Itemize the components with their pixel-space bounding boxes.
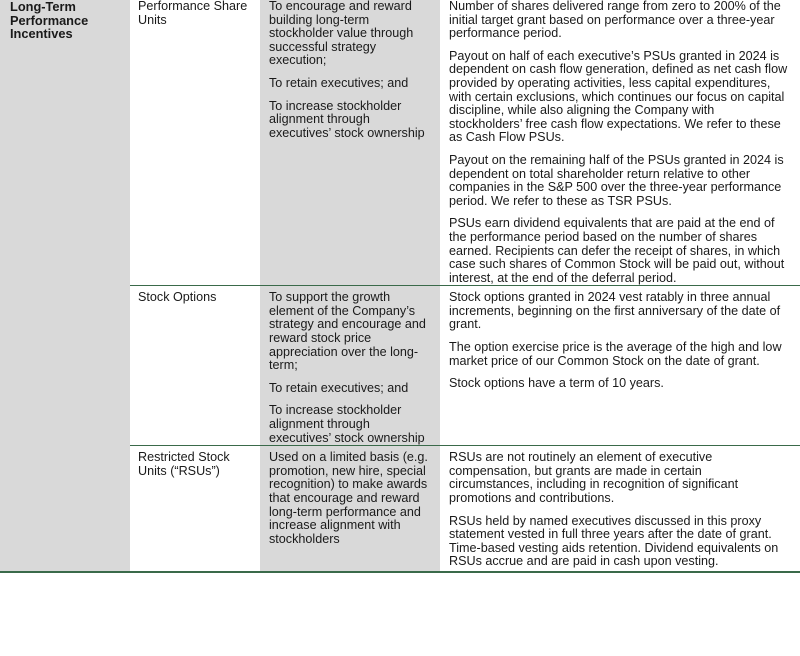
objective-text: To increase stockholder alignment through executives’ stock ownership <box>269 98 425 140</box>
element-label: Restricted Stock Units (“RSUs”) <box>138 450 230 478</box>
objectives-cell <box>260 446 440 572</box>
element-cell <box>130 446 260 572</box>
detail-text: PSUs earn dividend equivalents that are paid at the end of the performance period based on the number of shares earned. Recipients can defer the receipt of shares, in which case such shares of Common Stock will be paid out, without interest, at the end of the deferral period. <box>449 216 785 285</box>
detail-text: RSUs are not routinely an element of executive compensation, but grants are made in certain circumstances, including in recognition of significant promotions and contributions. <box>449 450 739 505</box>
objectives-cell <box>260 0 440 286</box>
element-cell <box>130 286 260 446</box>
objectives-cell <box>260 286 440 446</box>
details-cell <box>440 446 800 572</box>
objective-text: To support the growth element of the Company’s strategy and encourage and reward stock price appreciation over the long-term; <box>269 290 426 373</box>
detail-text: RSUs held by named executives discussed in this proxy statement vested in full three years after the date of grant. Time-based vesting aids retention. Dividend equivalents on RSUs accrue and are paid in cash upon vesting. <box>449 513 779 569</box>
objective-text: To retain executives; and <box>269 75 409 90</box>
detail-text: Number of shares delivered range from zero to 200% of the initial target grant based on performance over a three-year performance period. <box>449 0 781 41</box>
details-cell <box>440 0 800 286</box>
element-label: Performance Share Units <box>138 0 248 27</box>
element-label: Stock Options <box>138 290 217 305</box>
detail-text: The option exercise price is the average of the high and low market price of our Common Stock on the date of grant. <box>449 340 782 368</box>
detail-text: Payout on the remaining half of the PSUs granted in 2024 is dependent on total shareholder return relative to other companies in the S&P 500 over the three-year performance period. We refer to these as TSR PSUs. <box>449 152 784 208</box>
element-cell <box>130 0 260 286</box>
objective-text: Used on a limited basis (e.g. promotion, new hire, special recognition) to make awards that encourage and reward long-term performance and increase alignment with stockholders <box>269 450 428 546</box>
category-cell: Long-Term Performance Incentives <box>0 0 130 572</box>
detail-text: Stock options granted in 2024 vest ratably in three annual increments, beginning on the first anniversary of the date of grant. <box>449 290 781 332</box>
details-cell <box>440 286 800 446</box>
detail-text: Payout on half of each executive’s PSUs granted in 2024 is dependent on cash flow generation, defined as net cash flow provided by operating activities, less capital expenditures, with certain exclusions, which continues our focus on capital discipline, while also aligning the Company with stockholders’ free cash flow expectations. We refer to these as Cash Flow PSUs. <box>449 48 788 145</box>
table-row <box>0 0 800 286</box>
objective-text: To retain executives; and <box>269 380 409 395</box>
objective-text: To increase stockholder alignment through executives’ stock ownership <box>269 403 425 445</box>
detail-text: Stock options have a term of 10 years. <box>449 376 664 391</box>
objective-text: To encourage and reward building long-term stockholder value through successful strategy execution; <box>269 0 414 68</box>
